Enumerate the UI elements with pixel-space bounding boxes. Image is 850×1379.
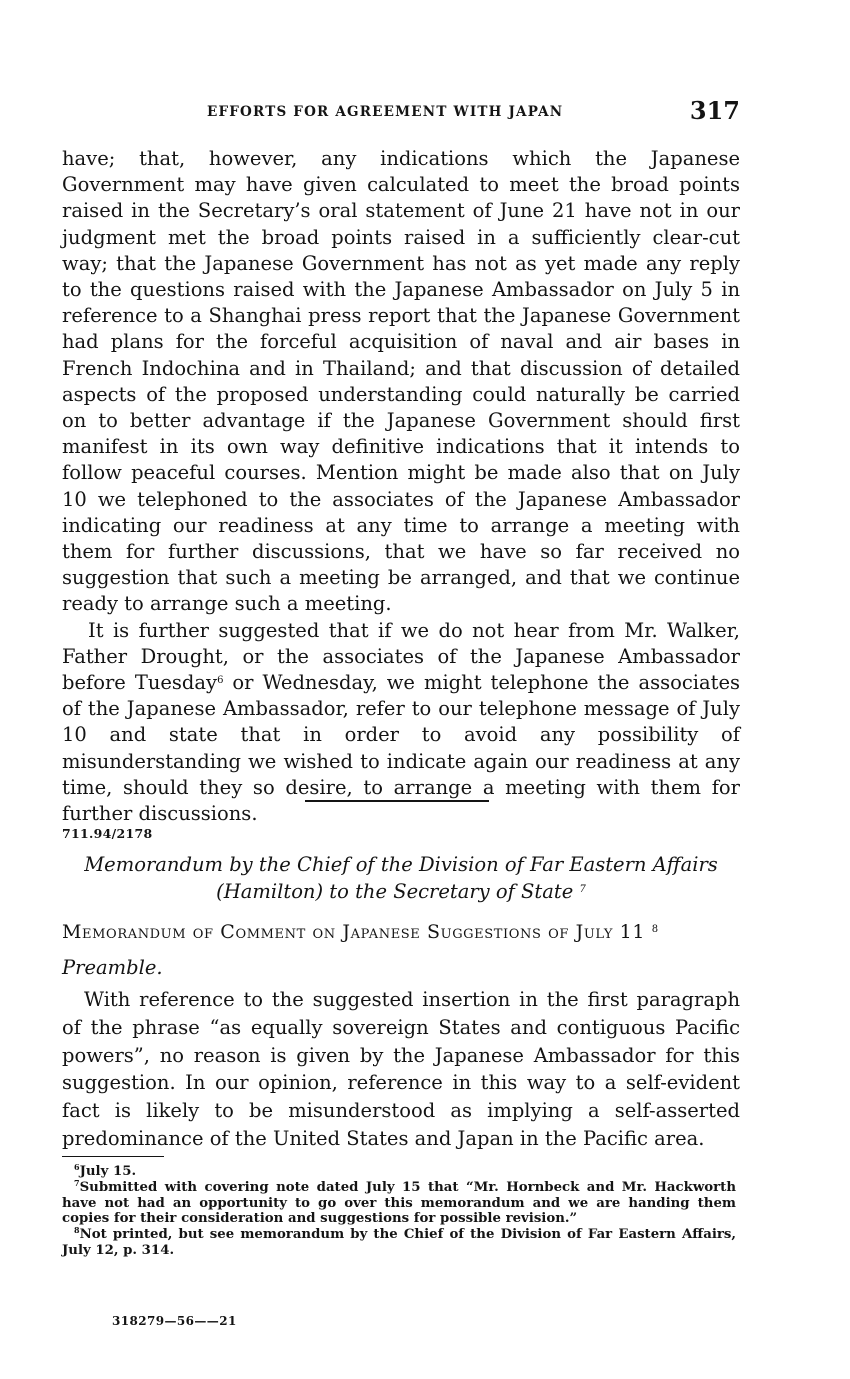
page-number: 317 (689, 96, 740, 125)
body-text (62, 146, 740, 827)
printer-mark: 318279—56——21 (112, 1314, 237, 1328)
footnote-marker: 7 (74, 1177, 80, 1188)
body-paragraph-1: have; that, however, any indications which the Japanese Government may have given calculated to meet the broad points raised in the Secretary’s oral statement of June 21 have not in our judgment met the broad points raised in a sufficiently clear-cut way; that the Japanese Government has not as yet made any reply to the questions raised with the Japanese Ambassador on July 5 in reference to a Shanghai press report that the Japanese Government had plans for the forceful acquisition of naval and air bases in French Indochina and in Thailand; and that discussion of detailed aspects of the proposed understanding could naturally be carried on to better advantage if the Japanese Government should first manifest in its own way definitive indications that it intends to follow peaceful courses. Mention might be made also that on July 10 we telephoned to the associates of the Japanese Ambassador indicating our readiness at any time to arrange a meeting with them for further discussions, that we have so far received no suggestion that such a meeting be arranged, and that we continue ready to arrange such a meeting. (62, 147, 740, 616)
footnote-7 (62, 1177, 736, 1227)
document-heading-line-2-text: (Hamilton) to the Secretary of State (216, 880, 574, 903)
file-number: 711.94/2178 (62, 826, 153, 841)
footnote-text: Submitted with covering note dated July 15 that “Mr. Hornbeck and Mr. Hackworth have not had an opportunity to go over this memorandum and we are handing them copies for their consideration and suggestions for possible revision.” (62, 1179, 736, 1227)
footnote-text: Not printed, but see memorandum by the Chief of the Division of Far Eastern Affairs, July 12, p. 314. (62, 1227, 736, 1258)
footnote-6 (62, 1164, 736, 1180)
running-head (62, 96, 740, 126)
section-divider (305, 800, 489, 802)
document-heading-line-2 (62, 878, 740, 905)
footnote-ref-6: 6 (217, 675, 224, 687)
footnote-ref-8: 8 (651, 924, 659, 935)
document-heading (62, 851, 740, 905)
footnote-ref-7: 7 (579, 884, 586, 895)
memo-title (62, 921, 740, 943)
body-paragraph-2 (62, 618, 740, 828)
footnote-8 (62, 1227, 736, 1259)
document-heading-line-1: Memorandum by the Chief of the Division of Far Eastern Affairs (84, 853, 718, 876)
paragraph-2-text-start: It is further suggested that if we do not hear from Mr. Walker, Father Drought, or the associates of the Japanese Ambassador before Tuesday (62, 618, 740, 695)
section-label: Preamble. (62, 956, 163, 979)
memo-title-text: Memorandum of Comment on Japanese Suggestions of July 11 (62, 921, 646, 943)
footnote-marker: 8 (74, 1225, 80, 1236)
footnote-text: July 15. (79, 1164, 137, 1179)
preamble-paragraph: With reference to the suggested insertion in the first paragraph of the phrase “as equally sovereign States and contiguous Pacific powers”, no reason is given by the Japanese Ambassador for this suggestion. In our opinion, reference in this way to a self-evident fact is likely to be misunderstood as implying a self-asserted predominance of the United States and Japan in the Pacific area. (62, 988, 740, 1150)
running-head-title: EFFORTS FOR AGREEMENT WITH JAPAN (207, 104, 564, 120)
paragraph-2-text-end: or Wednesday, we might telephone the associates of the Japanese Ambassador, refer to our telephone message of July 10 and state that in order to avoid any possibility of misunderstanding we wished to indicate again our readiness at any time, should they so desire, to arrange a meeting with them for further discussions. (62, 671, 740, 826)
footnote-divider (62, 1156, 164, 1157)
preamble-text (62, 986, 740, 1153)
footnotes (62, 1164, 736, 1259)
footnote-marker: 6 (74, 1162, 80, 1172)
